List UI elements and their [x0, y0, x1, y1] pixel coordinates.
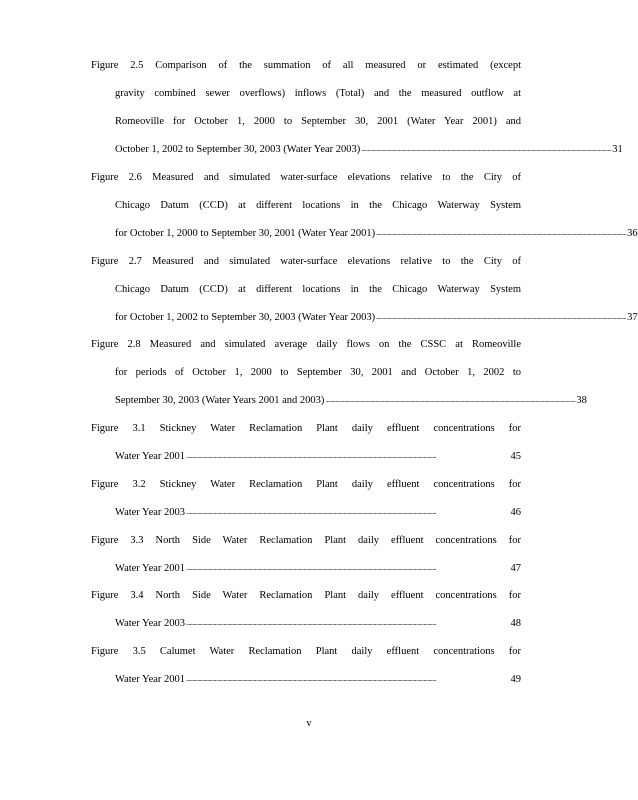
entry-line: Chicago Datum (CCD) at different locations in the Chicago Waterway System	[115, 200, 521, 211]
entry-line: Water Year 2003	[115, 507, 186, 518]
figure-entry-2-8	[91, 331, 587, 415]
page-number: v	[306, 718, 312, 729]
entry-line: Figure 3.2 Stickney Water Reclamation Plant daily effluent concentrations for	[91, 479, 521, 490]
entry-line: Figure 3.4 North Side Water Reclamation Plant daily effluent concentrations for	[91, 590, 521, 601]
dot-leader: ........................................................................................................................................................................................................	[186, 564, 437, 572]
entry-line: Figure 2.8 Measured and simulated average daily flows on the CSSC at Romeoville	[91, 339, 521, 350]
figure-entry-2-5	[91, 52, 623, 164]
figure-entry-3-4	[91, 582, 521, 638]
page-ref: 46	[510, 507, 521, 518]
page-ref: 36	[627, 228, 638, 239]
page-ref: 38	[576, 395, 587, 406]
entry-line: Figure 2.7 Measured and simulated water-surface elevations relative to the City of	[91, 256, 521, 267]
entry-line: for periods of October 1, 2000 to September 30, 2001 and October 1, 2002 to	[115, 367, 521, 378]
entry-line: September 30, 2003 (Water Years 2001 and 2003)	[115, 395, 325, 406]
entry-line: for October 1, 2002 to September 30, 2003 (Water Year 2003)	[115, 312, 376, 323]
entry-last-line	[115, 387, 587, 415]
figure-entry-3-2	[91, 471, 521, 527]
entry-last-line	[115, 555, 521, 583]
figure-entry-2-6	[91, 164, 638, 248]
dot-leader: ........................................................................................................................................................................................................	[186, 508, 437, 516]
entry-last-line	[115, 220, 638, 248]
dot-leader: ........................................................................................................................................................................................................	[361, 145, 612, 153]
entry-last-line	[115, 666, 521, 694]
dot-leader: ........................................................................................................................................................................................................	[376, 313, 627, 321]
dot-leader: ........................................................................................................................................................................................................	[186, 675, 437, 683]
page-ref: 37	[627, 312, 638, 323]
entry-last-line	[115, 443, 521, 471]
entry-line: gravity combined sewer overflows) inflows (Total) and the measured outflow at	[115, 88, 521, 99]
dot-leader: ........................................................................................................................................................................................................	[186, 619, 437, 627]
page-ref: 45	[510, 451, 521, 462]
entry-line: Figure 2.5 Comparison of the summation of all measured or estimated (except	[91, 60, 521, 71]
entry-last-line	[115, 304, 638, 332]
entry-line: Figure 3.3 North Side Water Reclamation Plant daily effluent concentrations for	[91, 535, 521, 546]
entry-last-line	[115, 136, 623, 164]
page-ref: 47	[510, 563, 521, 574]
entry-line: Figure 3.5 Calumet Water Reclamation Plant daily effluent concentrations for	[91, 646, 521, 657]
entry-line: Water Year 2003	[115, 618, 186, 629]
figure-entry-3-3	[91, 527, 521, 583]
dot-leader: ........................................................................................................................................................................................................	[186, 452, 437, 460]
entry-line: for October 1, 2000 to September 30, 2001 (Water Year 2001)	[115, 228, 376, 239]
entry-line: Water Year 2001	[115, 451, 186, 462]
entry-line: Figure 2.6 Measured and simulated water-surface elevations relative to the City of	[91, 172, 521, 183]
dot-leader: ........................................................................................................................................................................................................	[376, 229, 627, 237]
figure-entry-3-1	[91, 415, 521, 471]
entry-line: Water Year 2001	[115, 674, 186, 685]
entry-last-line	[115, 499, 521, 527]
page-ref: 48	[510, 618, 521, 629]
figure-entry-3-5	[91, 638, 521, 694]
dot-leader: ........................................................................................................................................................................................................	[325, 396, 576, 404]
entry-last-line	[115, 610, 521, 638]
entry-line: Romeoville for October 1, 2000 to September 30, 2001 (Water Year 2001) and	[115, 116, 521, 127]
entry-line: Water Year 2001	[115, 563, 186, 574]
entry-line: Figure 3.1 Stickney Water Reclamation Plant daily effluent concentrations for	[91, 423, 521, 434]
figure-entry-2-7	[91, 248, 638, 332]
entry-line: October 1, 2002 to September 30, 2003 (Water Year 2003)	[115, 144, 361, 155]
page-ref: 31	[612, 144, 623, 155]
page-ref: 49	[510, 674, 521, 685]
entry-line: Chicago Datum (CCD) at different locations in the Chicago Waterway System	[115, 284, 521, 295]
